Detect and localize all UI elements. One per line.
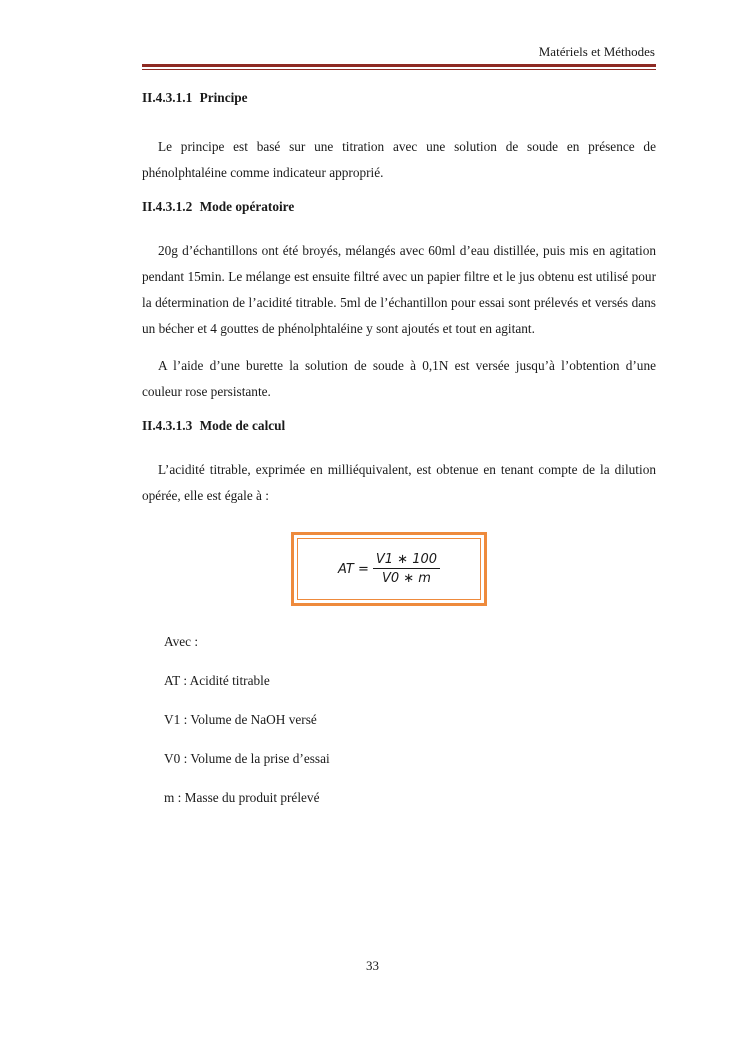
- definition-item: V0 : Volume de la prise d’essai: [164, 751, 330, 766]
- formula-box: [291, 532, 487, 606]
- definition-item: V1 : Volume de NaOH versé: [164, 712, 317, 727]
- paragraph-mode-operatoire-1: 20g d’échantillons ont été broyés, mélangés avec 60ml d’eau distillée, puis mis en agitation pendant 15min. Le mélange est ensuite filtré avec un papier filtre et le jus obtenu est utilisé pour la détermination de l’acidité titrable. 5ml de l’échantillon pour essai sont prélevés et versés dans un bécher et 4 gouttes de phénolphtaléine y sont ajoutés et tout en agitant.: [142, 243, 656, 336]
- section-heading-mode-operatoire: II.4.3.1.2 Mode opératoire: [142, 199, 295, 214]
- formula-denominator: V0 ∗ m: [381, 571, 431, 586]
- definition-item: m : Masse du produit prélevé: [164, 790, 320, 805]
- formula-fraction: [373, 552, 440, 586]
- definition-intro: Avec :: [164, 634, 199, 649]
- section-heading-mode-calcul: II.4.3.1.3 Mode de calcul: [142, 418, 286, 433]
- page-number: 33: [366, 958, 379, 973]
- paragraph-mode-calcul: L’acidité titrable, exprimée en milliéquivalent, est obtenue en tenant compte de la dilution opérée, elle est égale à :: [142, 462, 656, 503]
- section-heading-principe: II.4.3.1.1 Principe: [142, 90, 248, 105]
- page-content: [142, 88, 656, 827]
- paragraph-mode-operatoire-2: A l’aide d’une burette la solution de soude à 0,1N est versée jusqu’à l’obtention d’une couleur rose persistante.: [142, 358, 656, 399]
- paragraph-principe: Le principe est basé sur une titration avec une solution de soude en présence de phénolphtaléine comme indicateur approprié.: [142, 139, 656, 180]
- definitions-list: [164, 632, 656, 808]
- formula: [297, 538, 481, 600]
- formula-numerator: V1 ∗ 100: [373, 552, 440, 569]
- header-rule: [142, 64, 656, 70]
- header-title: Matériels et Méthodes: [538, 44, 655, 59]
- definition-item: AT : Acidité titrable: [164, 673, 270, 688]
- formula-lhs: AT =: [337, 561, 369, 577]
